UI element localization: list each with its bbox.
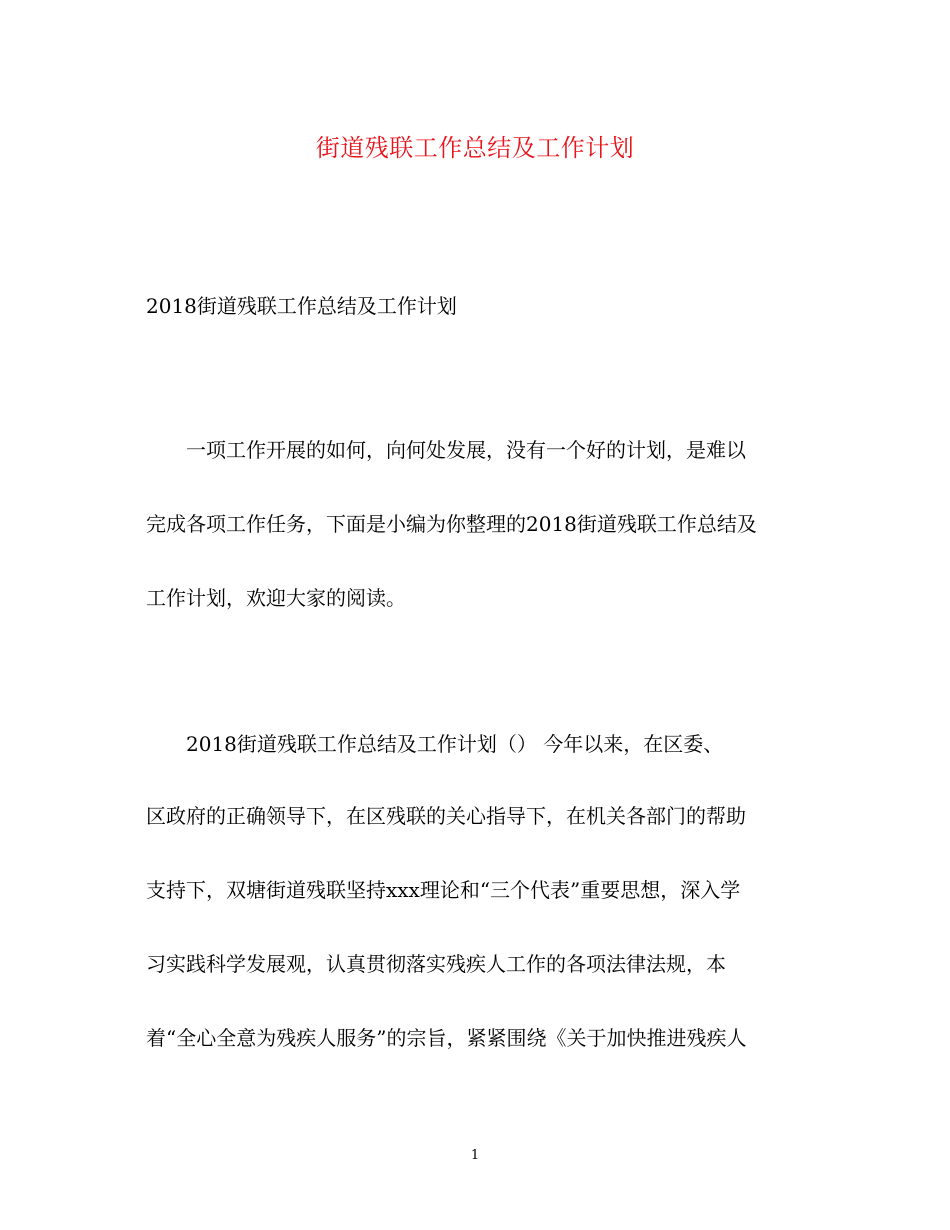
paragraph-line: 一项工作开展的如何，向何处发展，没有一个好的计划，是难以 [186, 438, 746, 462]
paragraph-line: 着“全心全意为残疾人服务”的宗旨，紧紧围绕《关于加快推进残疾人 [146, 1026, 747, 1050]
page-number: 1 [470, 1148, 480, 1163]
paragraph-line: 工作计划，欢迎大家的阅读。 [146, 586, 406, 610]
paragraph-line: 2018街道残联工作总结及工作计划（） 今年以来，在区委、 [186, 732, 724, 756]
paragraph-line: 习实践科学发展观，认真贯彻落实残疾人工作的各项法律法规，本 [146, 952, 726, 976]
paragraph-line: 支持下，双塘街道残联坚持xxx理论和“三个代表”重要思想，深入学 [146, 878, 741, 902]
paragraph-line: 完成各项工作任务，下面是小编为你整理的2018街道残联工作总结及 [146, 512, 757, 536]
document-title: 街道残联工作总结及工作计划 [315, 134, 635, 162]
document-subtitle: 2018街道残联工作总结及工作计划 [146, 294, 457, 318]
paragraph-line: 区政府的正确领导下，在区残联的关心指导下，在机关各部门的帮助 [146, 804, 746, 828]
